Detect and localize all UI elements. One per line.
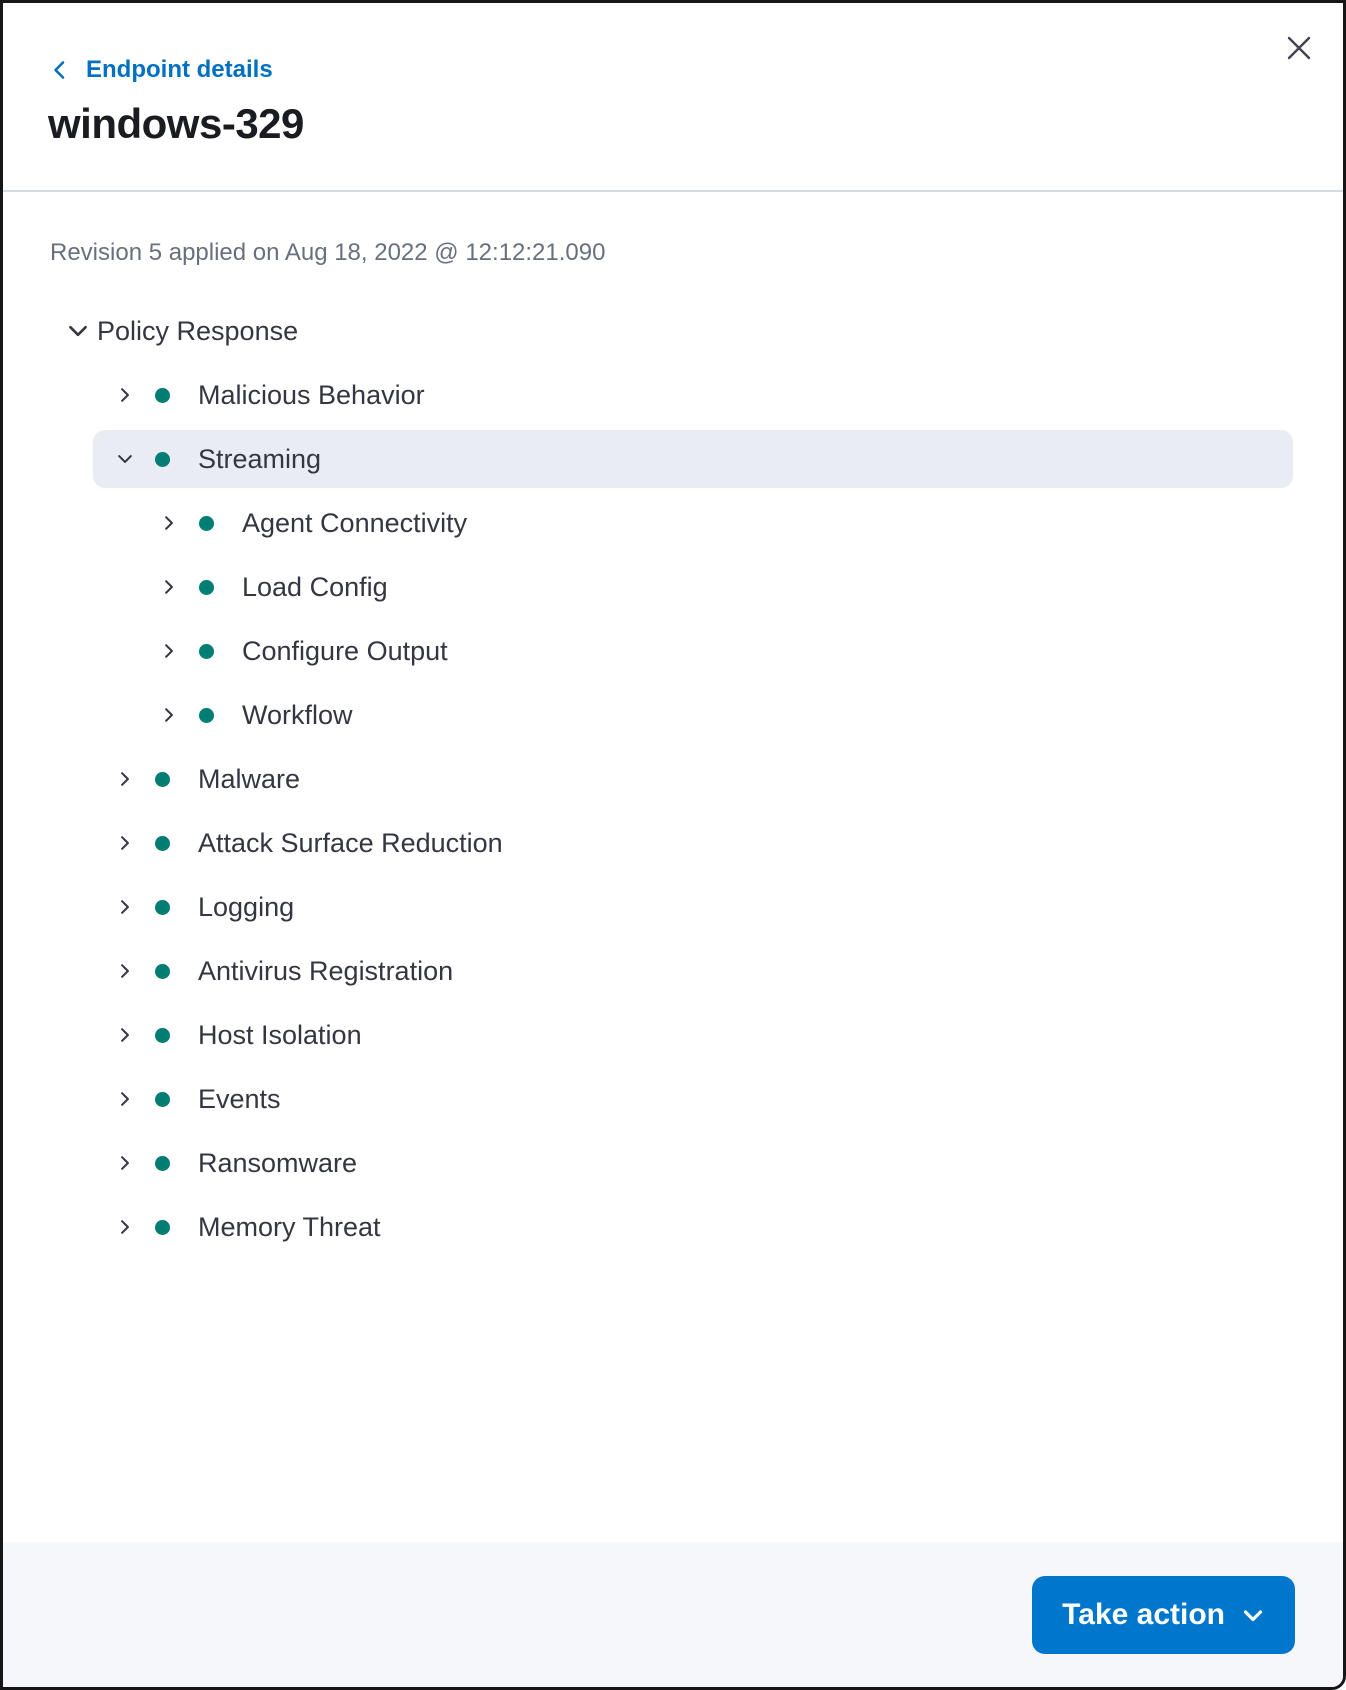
tree-item-label: Logging	[198, 891, 295, 922]
tree-item-antivirus-registration[interactable]	[93, 942, 1293, 1000]
close-button[interactable]	[1279, 29, 1319, 69]
status-dot-icon	[155, 1028, 170, 1043]
revision-text: Revision 5 applied on Aug 18, 2022 @ 12:12:21.090	[50, 239, 606, 266]
tree-item-configure-output[interactable]	[93, 622, 1293, 680]
take-action-button[interactable]	[1032, 1576, 1295, 1654]
status-dot-icon	[155, 964, 170, 979]
chevron-right-icon[interactable]	[115, 831, 135, 855]
chevron-down-icon[interactable]	[65, 318, 91, 344]
tree-item-label: Workflow	[242, 699, 353, 730]
tree-item-label: Load Config	[242, 571, 388, 602]
tree-item-label: Agent Connectivity	[242, 507, 468, 538]
tree-item-label: Events	[198, 1083, 281, 1114]
chevron-right-icon[interactable]	[115, 1087, 135, 1111]
chevron-right-icon[interactable]	[159, 703, 179, 727]
tree-item-label: Configure Output	[242, 635, 448, 666]
status-dot-icon	[155, 452, 170, 467]
tree-item-policy-response[interactable]	[65, 302, 1298, 360]
tree-item-logging[interactable]	[93, 878, 1293, 936]
tree-item-label: Host Isolation	[198, 1019, 362, 1050]
chevron-right-icon[interactable]	[159, 511, 179, 535]
status-dot-icon	[155, 1220, 170, 1235]
chevron-down-icon[interactable]	[115, 447, 135, 471]
status-dot-icon	[155, 836, 170, 851]
status-dot-icon	[155, 1156, 170, 1171]
status-dot-icon	[155, 1092, 170, 1107]
flyout-body	[3, 192, 1343, 1542]
close-icon	[1286, 35, 1312, 64]
status-dot-icon	[199, 644, 214, 659]
tree-item-label: Policy Response	[97, 315, 299, 346]
tree-item-streaming[interactable]	[93, 430, 1293, 488]
tree-item-ransomware[interactable]	[93, 1134, 1293, 1192]
chevron-right-icon[interactable]	[159, 575, 179, 599]
chevron-right-icon[interactable]	[159, 639, 179, 663]
flyout-header	[3, 3, 1343, 147]
back-link-label: Endpoint details	[86, 56, 273, 83]
chevron-right-icon[interactable]	[115, 959, 135, 983]
status-dot-icon	[199, 580, 214, 595]
page-title: windows-329	[48, 100, 304, 147]
tree-item-memory-threat[interactable]	[93, 1198, 1293, 1256]
status-dot-icon	[155, 900, 170, 915]
tree-item-malicious-behavior[interactable]	[93, 366, 1293, 424]
tree-item-attack-surface-reduction[interactable]	[93, 814, 1293, 872]
flyout-footer	[3, 1542, 1343, 1687]
back-link[interactable]	[48, 57, 273, 83]
tree-item-label: Streaming	[198, 443, 322, 474]
take-action-label: Take action	[1062, 1597, 1225, 1631]
chevron-right-icon[interactable]	[115, 1023, 135, 1047]
tree-item-label: Malicious Behavior	[198, 379, 425, 410]
tree-item-host-isolation[interactable]	[93, 1006, 1293, 1064]
tree-item-label: Memory Threat	[198, 1211, 381, 1242]
status-dot-icon	[199, 708, 214, 723]
status-dot-icon	[155, 772, 170, 787]
tree-item-label: Ransomware	[198, 1147, 358, 1178]
chevron-right-icon[interactable]	[115, 1151, 135, 1175]
tree-item-agent-connectivity[interactable]	[93, 494, 1293, 552]
chevron-right-icon[interactable]	[115, 895, 135, 919]
tree-item-label: Malware	[198, 763, 301, 794]
chevron-right-icon[interactable]	[115, 1215, 135, 1239]
status-dot-icon	[155, 388, 170, 403]
chevron-right-icon[interactable]	[115, 767, 135, 791]
status-dot-icon	[199, 516, 214, 531]
tree-item-label: Antivirus Registration	[198, 955, 454, 986]
chevron-right-icon[interactable]	[115, 383, 135, 407]
policy-response-tree	[48, 302, 1298, 1256]
tree-item-events[interactable]	[93, 1070, 1293, 1128]
chevron-down-icon	[1241, 1601, 1265, 1628]
tree-item-workflow[interactable]	[93, 686, 1293, 744]
tree-items-container	[48, 366, 1298, 1256]
tree-item-load-config[interactable]	[93, 558, 1293, 616]
chevron-left-icon	[48, 58, 72, 82]
tree-item-malware[interactable]	[93, 750, 1293, 808]
tree-item-label: Attack Surface Reduction	[198, 827, 503, 858]
